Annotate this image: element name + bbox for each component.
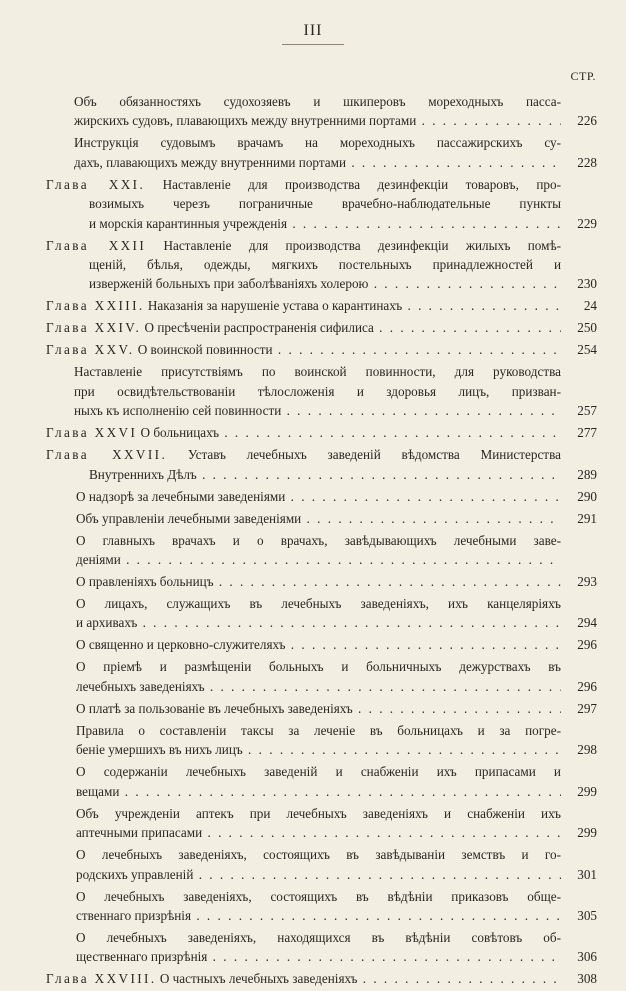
toc-entry-line [74, 362, 561, 381]
toc-entry-text: О воинской повинности [137, 342, 273, 358]
toc-entry-page: 226 [577, 113, 597, 129]
toc-entry-page: 290 [577, 488, 597, 504]
toc-entry-line [46, 445, 561, 464]
toc-entry [46, 762, 597, 801]
toc-entry-text: О пріемѣ и размѣщеніи больныхъ и больничныхъ дежурствахъ въ [76, 659, 561, 675]
toc-entry-line [74, 401, 561, 420]
toc-entry-page: 254 [577, 342, 597, 358]
toc-entry [46, 487, 597, 506]
toc-entry-line [76, 782, 561, 801]
toc-entry-text: О лечебныхъ заведеніяхъ, находящихся въ вѣдѣніи совѣтовъ об- [76, 929, 561, 945]
toc-entry-text: вещами [76, 783, 120, 799]
toc-entry-page: 228 [577, 154, 597, 170]
toc-entry-page: 230 [577, 276, 597, 292]
toc-entry-line [76, 635, 561, 654]
toc-entry [46, 699, 597, 718]
toc-entry-text: щеній, бѣлья, одежды, мягкихъ постельныхъ принадлежностей и [89, 257, 561, 273]
toc-entry-page: 297 [577, 700, 597, 716]
toc-entry [46, 572, 597, 591]
toc-entry-title [46, 133, 561, 172]
page-number-text: III [303, 22, 323, 39]
toc-entry-title [46, 969, 561, 988]
toc-entry-line [76, 677, 561, 696]
toc-entry-title [46, 531, 561, 570]
toc-entry-text: лечебныхъ заведеніяхъ [76, 678, 205, 694]
toc-entry-title [46, 845, 561, 884]
toc-entry-title [46, 296, 561, 315]
chapter-label: Глава XXIV. [46, 320, 142, 336]
toc-entry-text: беніе умершихъ въ нихъ лицъ [76, 742, 243, 758]
toc-entry [46, 340, 597, 359]
toc-entry-line [46, 236, 561, 255]
chapter-label: Глава XXVI [46, 425, 138, 441]
toc-entry [46, 969, 597, 988]
toc-entry [46, 92, 597, 131]
toc-entry-line [74, 133, 561, 152]
toc-entry-line [46, 296, 561, 315]
toc-entry-page: 250 [577, 320, 597, 336]
toc-entry-text: и архивахъ [76, 615, 138, 631]
toc-entry-title [46, 487, 561, 506]
toc-entry-line [46, 465, 561, 484]
toc-entry-text: Наказанія за нарушеніе устава о карантинахъ [147, 298, 403, 314]
toc-entry-line [76, 487, 561, 506]
toc-entry [46, 721, 597, 760]
toc-entry-title [46, 721, 561, 760]
toc-entry-title [46, 509, 561, 528]
toc-entry-line [46, 214, 561, 233]
page-number [0, 22, 626, 45]
toc-entry-text: и морскія карантинныя учрежденія [89, 215, 288, 231]
toc-entry-page: 289 [577, 466, 597, 482]
toc-entry [46, 928, 597, 967]
toc-entry-title [46, 928, 561, 967]
toc-entry [46, 804, 597, 843]
toc-entry-page: 277 [577, 425, 597, 441]
toc-entry-title [46, 236, 561, 294]
toc-entry-page: 291 [577, 510, 597, 526]
toc-entry-page: 296 [577, 678, 597, 694]
toc-entry-page: 299 [577, 825, 597, 841]
toc-entry-text: изверженій больныхъ при заболѣваніяхъ холерою [89, 276, 369, 292]
toc-entry-text: Объ обязанностяхъ судохозяевъ и шкиперовъ мореходныхъ пасса- [74, 94, 561, 109]
toc-entry-text: жирскихъ судовъ, плавающихъ между внутренними портами [74, 113, 417, 129]
toc-entry-text: О лицахъ, служащихъ въ лечебныхъ заведеніяхъ, ихъ канцеляріяхъ [76, 596, 561, 612]
chapter-label: Глава XXI. [46, 176, 146, 192]
toc-entry-page: 306 [577, 949, 597, 965]
toc-entry-page: 308 [577, 971, 597, 987]
toc-entry-text: родскихъ управленій [76, 866, 194, 882]
toc-entry-page: 257 [577, 403, 597, 419]
toc-entry-title [46, 657, 561, 696]
toc-entry-text: О частныхъ лечебныхъ заведеніяхъ [159, 971, 358, 987]
toc-entry-line [76, 823, 561, 842]
toc-entry-text: О правленіяхъ больницъ [76, 574, 214, 590]
toc-entry [46, 531, 597, 570]
page-column-heading: СТР. [570, 69, 596, 83]
table-of-contents [46, 92, 597, 991]
toc-entry-line [76, 550, 561, 569]
toc-entry-page: 293 [577, 574, 597, 590]
toc-entry-line [76, 804, 561, 823]
toc-entry-line [76, 699, 561, 718]
toc-entry [46, 236, 597, 294]
toc-entry-title [46, 340, 561, 359]
header-rule [282, 44, 344, 45]
toc-entry-page: 305 [577, 907, 597, 923]
toc-entry [46, 594, 597, 633]
toc-entry-title [46, 594, 561, 633]
toc-entry-title [46, 175, 561, 233]
toc-entry-text: ственнаго призрѣнія [76, 907, 192, 923]
toc-entry-text: О священно и церковно-служителяхъ [76, 637, 286, 653]
toc-entry [46, 423, 597, 442]
toc-entry-text: О больницахъ [140, 425, 220, 441]
toc-entry-text: Наставленіе присутствіямъ по воинской повинности, для руководства [74, 364, 561, 380]
toc-entry-text: Наставленіе для производства дезинфекціи товаровъ, про- [162, 176, 561, 192]
toc-entry-text: деніями [76, 552, 121, 568]
toc-entry-line [46, 318, 561, 337]
toc-entry-line [76, 887, 561, 906]
toc-entry-title [46, 423, 561, 442]
toc-entry [46, 445, 597, 484]
toc-entry-text: О платѣ за пользованіе въ лечебныхъ заведеніяхъ [76, 700, 353, 716]
toc-entry-text: Инструкція судовымъ врачамъ на мореходныхъ пассажирскихъ су- [74, 135, 561, 151]
toc-entry [46, 509, 597, 528]
toc-entry-line [46, 194, 561, 213]
toc-entry-title [46, 762, 561, 801]
toc-entry-page: 301 [577, 866, 597, 882]
toc-entry-text: О надзорѣ за лечебными заведеніями [76, 488, 286, 504]
toc-entry-page: 24 [583, 298, 597, 314]
toc-entry-line [76, 928, 561, 947]
toc-entry-title [46, 362, 561, 420]
chapter-label: Глава XXIII. [46, 298, 145, 314]
toc-entry-line [46, 969, 561, 988]
toc-entry-text: Внутреннихъ Дѣлъ [89, 466, 197, 482]
toc-entry-text: при освидѣтельствованіи тѣлосложенія и здоровья лицъ, призван- [74, 383, 561, 399]
toc-entry-line [76, 906, 561, 925]
toc-entry-line [76, 845, 561, 864]
toc-entry-text: О пресѣченіи распространенія сифилиса [144, 320, 374, 336]
toc-entry-text: аптечными припасами [76, 825, 203, 841]
toc-entry [46, 362, 597, 420]
toc-entry-text: Объ управленіи лечебными заведеніями [76, 510, 302, 526]
toc-entry [46, 318, 597, 337]
toc-entry-text: Уставъ лечебныхъ заведеній вѣдомства Министерства [187, 447, 561, 463]
toc-entry-line [74, 382, 561, 401]
toc-entry-title [46, 572, 561, 591]
toc-entry [46, 887, 597, 926]
toc-entry-title [46, 699, 561, 718]
toc-entry-line [46, 340, 561, 359]
toc-entry-line [76, 531, 561, 550]
toc-entry [46, 133, 597, 172]
toc-entry-title [46, 804, 561, 843]
toc-entry-page: 299 [577, 783, 597, 799]
toc-entry-line [74, 111, 561, 130]
toc-entry [46, 296, 597, 315]
toc-entry [46, 175, 597, 233]
toc-entry-page: 298 [577, 742, 597, 758]
chapter-label: Глава XXV. [46, 342, 135, 358]
chapter-label: Глава XXVIII. [46, 971, 157, 987]
toc-entry-text: О лечебныхъ заведеніяхъ, состоящихъ въ завѣдываніи земствъ и го- [76, 847, 561, 863]
toc-entry-page: 294 [577, 615, 597, 631]
toc-entry-line [76, 947, 561, 966]
toc-entry-line [76, 865, 561, 884]
toc-entry-line [46, 175, 561, 194]
toc-entry [46, 657, 597, 696]
toc-entry-line [76, 721, 561, 740]
toc-entry-line [74, 153, 561, 172]
toc-entry-text: возимыхъ черезъ пограничные врачебно-наблюдательные пункты [89, 196, 561, 212]
toc-entry-text: Правила о составленіи таксы за леченіе въ больницахъ и за погре- [76, 722, 561, 738]
toc-entry-text: О главныхъ врачахъ и о врачахъ, завѣдывающихъ лечебными заве- [76, 532, 561, 548]
toc-entry-line [76, 657, 561, 676]
toc-entry-line [76, 762, 561, 781]
toc-entry-page: 229 [577, 215, 597, 231]
toc-entry-page: 296 [577, 637, 597, 653]
toc-entry [46, 845, 597, 884]
toc-entry-text: щественнаго призрѣнія [76, 949, 208, 965]
toc-entry [46, 635, 597, 654]
toc-entry-text: Объ учрежденіи аптекъ при лечебныхъ заведеніяхъ и снабженіи ихъ [76, 805, 561, 821]
toc-entry-line [76, 572, 561, 591]
toc-entry-text: О лечебныхъ заведеніяхъ, состоящихъ въ вѣдѣніи приказовъ обще- [76, 888, 561, 904]
toc-entry-line [46, 423, 561, 442]
chapter-label: Глава XXII [46, 237, 147, 253]
toc-entry-title [46, 92, 561, 131]
toc-entry-title [46, 318, 561, 337]
toc-entry-text: ныхъ къ исполненію сей повинности [74, 403, 282, 419]
toc-entry-line [76, 594, 561, 613]
toc-entry-title [46, 635, 561, 654]
toc-entry-text: О содержаніи лечебныхъ заведеній и снабженіи ихъ припасами и [76, 764, 561, 780]
toc-entry-text: дахъ, плавающихъ между внутренними портами [74, 154, 347, 170]
toc-entry-line [76, 613, 561, 632]
toc-entry-text: Наставленіе для производства дезинфекціи жилыхъ помѣ- [163, 237, 561, 253]
toc-entry-line [76, 509, 561, 528]
toc-entry-line [74, 92, 561, 111]
toc-entry-title [46, 445, 561, 484]
toc-entry-line [46, 274, 561, 293]
toc-entry-line [76, 740, 561, 759]
toc-entry-title [46, 887, 561, 926]
toc-entry-line [46, 255, 561, 274]
chapter-label: Глава XXVII. [46, 447, 168, 463]
